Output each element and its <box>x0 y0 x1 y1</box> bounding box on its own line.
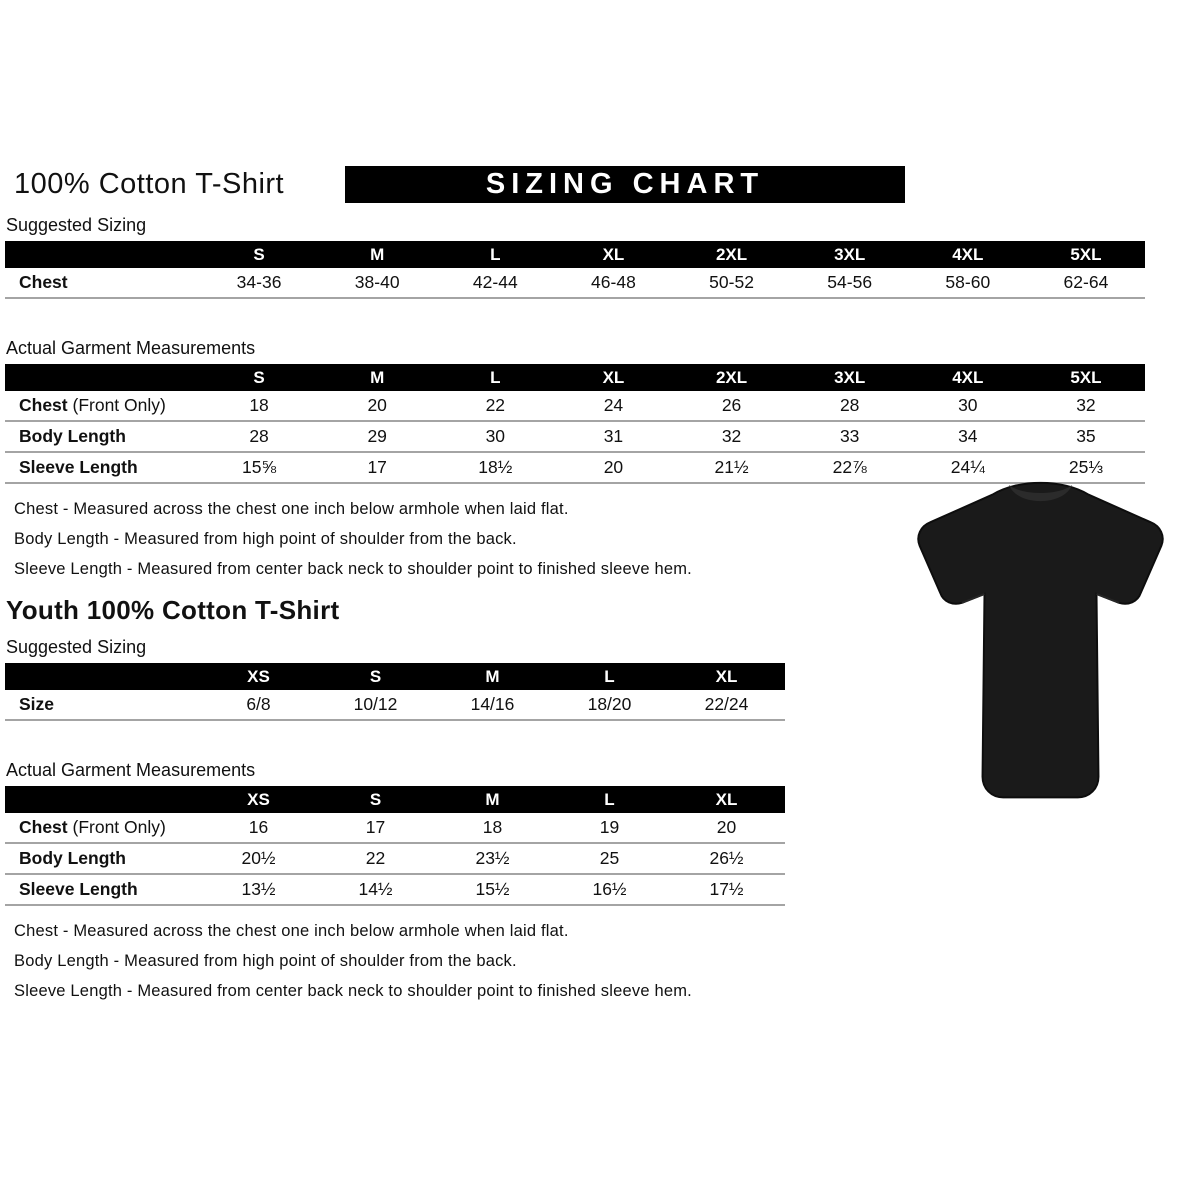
column-header: M <box>485 666 500 686</box>
row-label: Sleeve Length <box>19 457 138 477</box>
table-cell: 20 <box>716 817 737 837</box>
table-row <box>5 690 785 721</box>
table-cell: 18½ <box>478 457 513 477</box>
table-cell: 17 <box>365 817 386 837</box>
column-header: XL <box>715 789 738 809</box>
table-cell: 10/12 <box>353 694 398 714</box>
column-header: 2XL <box>715 244 748 264</box>
column-header: S <box>253 367 265 387</box>
table-cell: 26 <box>721 395 742 415</box>
row-label: Sleeve Length <box>19 879 138 899</box>
column-header: S <box>369 789 382 809</box>
row-label: Size <box>19 694 55 714</box>
table-cell: 30 <box>958 395 978 415</box>
table-cell: 35 <box>1076 426 1096 446</box>
table-cell: 17 <box>367 457 387 477</box>
column-header: XS <box>247 789 270 809</box>
table-cell: 33 <box>839 426 860 446</box>
table-cell: 32 <box>1076 395 1096 415</box>
adult-actual-measurements-table <box>5 364 1145 484</box>
table-header-row <box>5 364 1145 391</box>
table-cell: 38-40 <box>354 272 400 292</box>
table-row <box>5 875 785 906</box>
table-cell: 18 <box>249 395 269 415</box>
table-cell: 16 <box>248 817 269 837</box>
column-header: 5XL <box>1070 244 1102 264</box>
column-header: L <box>490 367 501 387</box>
table-cell: 14½ <box>358 879 393 899</box>
table-cell: 58-60 <box>945 272 991 292</box>
table-cell: 13½ <box>241 879 276 899</box>
youth-actual-measurements-table <box>5 786 785 906</box>
table-cell: 42-44 <box>472 272 518 292</box>
note-body-length: Body Length - Measured from high point of shoulder from the back. <box>14 952 517 970</box>
row-label: Body Length <box>19 848 126 868</box>
table-cell: 20 <box>603 457 624 477</box>
table-cell: 15½ <box>475 879 510 899</box>
row-label: Body Length <box>19 426 126 446</box>
table-cell: 28 <box>249 426 269 446</box>
youth-suggested-sizing-table <box>5 663 785 721</box>
tshirt-graphic <box>893 477 1188 817</box>
table-cell: 34-36 <box>236 272 282 292</box>
youth-title: Youth 100% Cotton T-Shirt <box>6 595 340 625</box>
table-cell: 31 <box>603 426 624 446</box>
column-header: M <box>370 367 385 387</box>
table-cell: 22 <box>485 395 506 415</box>
column-header: L <box>490 244 501 264</box>
column-header: 4XL <box>952 244 984 264</box>
adult-suggested-sizing-table <box>5 241 1145 299</box>
adult-header-row <box>14 164 1200 204</box>
column-header: XL <box>715 666 738 686</box>
table-cell: 18/20 <box>587 694 632 714</box>
table-row <box>5 844 785 875</box>
column-header: S <box>369 666 382 686</box>
table-cell: 25 <box>599 848 620 868</box>
column-header: 3XL <box>834 367 866 387</box>
table-cell: 19 <box>599 817 620 837</box>
tshirt-image <box>893 477 1188 817</box>
column-header: M <box>485 789 500 809</box>
column-header: XS <box>247 666 270 686</box>
note-body-length: Body Length - Measured from high point of shoulder from the back. <box>14 530 517 548</box>
table-cell: 28 <box>839 395 860 415</box>
table-cell: 15⅝ <box>242 457 277 477</box>
table-cell: 20½ <box>241 848 276 868</box>
table-cell: 6/8 <box>246 694 271 714</box>
table-cell: 14/16 <box>470 694 515 714</box>
table-cell: 32 <box>721 426 742 446</box>
table-cell: 54-56 <box>827 272 873 292</box>
youth-suggested-sizing-label: Suggested Sizing <box>6 637 147 657</box>
table-cell: 23½ <box>475 848 510 868</box>
table-cell: 34 <box>958 426 978 446</box>
column-header: M <box>370 244 385 264</box>
table-cell: 20 <box>367 395 387 415</box>
table-cell: 17½ <box>709 879 744 899</box>
table-cell: 22 <box>365 848 386 868</box>
adult-actual-measurements-label: Actual Garment Measurements <box>6 338 256 358</box>
table-cell: 16½ <box>592 879 627 899</box>
table-header-row <box>5 663 785 690</box>
table-cell: 21½ <box>714 457 749 477</box>
column-header: 5XL <box>1070 367 1102 387</box>
row-label: Chest (Front Only) <box>19 817 166 837</box>
youth-measurement-notes <box>14 922 1200 1001</box>
table-row <box>5 422 1145 453</box>
table-cell: 29 <box>367 426 387 446</box>
table-cell: 50-52 <box>709 272 754 292</box>
row-label: Chest (Front Only) <box>19 395 166 415</box>
column-header: 3XL <box>834 244 866 264</box>
column-header: 4XL <box>952 367 984 387</box>
adult-suggested-sizing-label: Suggested Sizing <box>6 215 147 235</box>
table-cell: 30 <box>485 426 506 446</box>
column-header: L <box>604 789 615 809</box>
table-cell: 24¼ <box>950 457 985 477</box>
column-header: XL <box>602 367 625 387</box>
table-header-row <box>5 786 785 813</box>
table-cell: 18 <box>482 817 503 837</box>
note-sleeve-length: Sleeve Length - Measured from center back neck to shoulder point to finished sleeve hem. <box>14 982 692 1000</box>
table-cell: 62-64 <box>1063 272 1109 292</box>
table-cell: 24 <box>603 395 624 415</box>
sizing-chart-banner: SIZING CHART <box>345 166 905 203</box>
table-row <box>5 391 1145 422</box>
table-cell: 22⅞ <box>832 457 867 477</box>
row-label: Chest <box>19 272 68 292</box>
table-cell: 22/24 <box>704 694 749 714</box>
note-chest: Chest - Measured across the chest one inch below armhole when laid flat. <box>14 922 569 940</box>
table-row <box>5 268 1145 299</box>
table-header-row <box>5 241 1145 268</box>
adult-title: 100% Cotton T-Shirt <box>14 167 285 200</box>
note-chest: Chest - Measured across the chest one inch below armhole when laid flat. <box>14 500 569 518</box>
table-cell: 25⅓ <box>1068 457 1103 477</box>
column-header: XL <box>602 244 625 264</box>
table-cell: 26½ <box>709 848 744 868</box>
column-header: S <box>253 244 265 264</box>
table-row <box>5 813 785 844</box>
table-cell: 46-48 <box>591 272 636 292</box>
youth-actual-measurements-label: Actual Garment Measurements <box>6 760 256 780</box>
column-header: 2XL <box>715 367 748 387</box>
column-header: L <box>604 666 615 686</box>
note-sleeve-length: Sleeve Length - Measured from center back neck to shoulder point to finished sleeve hem. <box>14 560 692 578</box>
